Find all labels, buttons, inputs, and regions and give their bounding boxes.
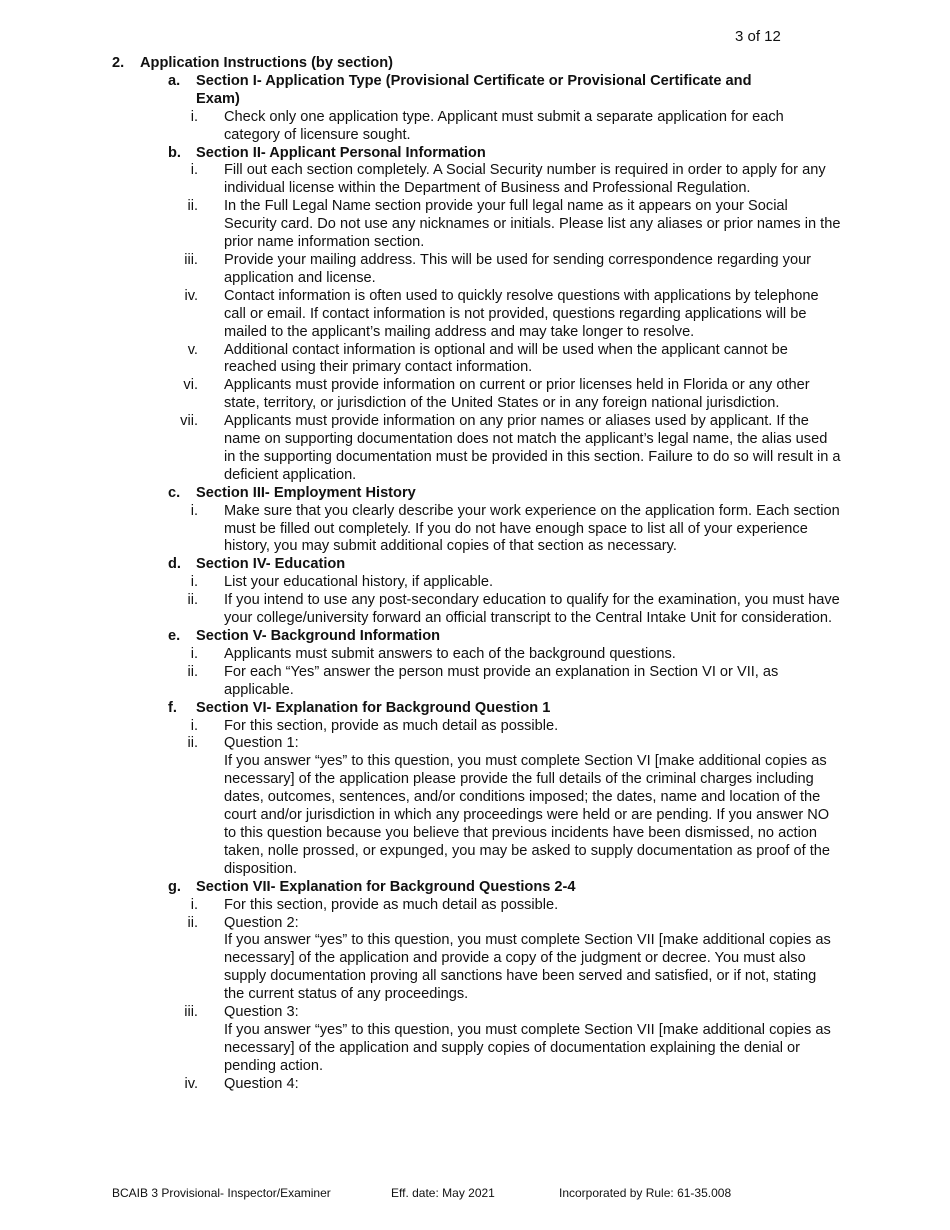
item-text: Applicants must submit answers to each of the background questions. (224, 645, 676, 662)
item-numeral: i. (190, 645, 198, 662)
subsection-heading (0, 485, 950, 503)
item-text: For this section, provide as much detail as possible. (224, 717, 559, 734)
subsection-letter: b. (168, 144, 181, 161)
list-item (0, 574, 950, 592)
subsection-title: Section III- Employment History (196, 484, 416, 501)
item-text: Question 2: (224, 914, 299, 931)
item-numeral: i. (190, 896, 198, 913)
item-detail: If you answer “yes” to this question, you must complete Section VI [make additional copies as necessary] of the application please provide the full details of the criminal charges including dates, outcomes, sentences, and/or conditions imposed; the dates, name and location of the court and/or jurisdiction in which any proceedings were held or are pending. If you answer NO to this question because you believe that previous incidents have been dismissed, no action taken, nolle prossed, or expunged, you may be asked to supply documentation as proof of the disposition. (224, 753, 831, 877)
subsection-heading (0, 700, 950, 718)
subsection-title: Section VII- Explanation for Background Questions 2-4 (196, 878, 576, 895)
subsection-letter: f. (168, 699, 177, 716)
list-item (0, 1076, 950, 1094)
item-numeral: ii. (187, 592, 198, 609)
item-numeral: iii. (184, 1004, 198, 1021)
item-numeral: ii. (187, 198, 198, 215)
list-item (0, 718, 950, 736)
subsection-letter: d. (168, 556, 181, 573)
subsection-letter: a. (168, 72, 181, 89)
heading-number: 2. (112, 55, 125, 71)
item-text: List your educational history, if applicable. (224, 574, 494, 591)
item-detail: If you answer “yes” to this question, you must complete Section VII [make additional copies as necessary] of the application and supply copies of documentation explaining the denial or pending action. (224, 1021, 831, 1074)
item-numeral: vii. (180, 413, 198, 430)
item-text: Question 1: (224, 735, 299, 752)
heading-title: Application Instructions (by section) (140, 55, 393, 71)
item-numeral: vi. (183, 377, 198, 394)
item-numeral: v. (187, 341, 198, 358)
list-item (0, 377, 950, 413)
item-text: Applicants must provide information on current or prior licenses held in Florida or any other state, territory, or jurisdiction of the United States or in any foreign national jurisdiction. (224, 377, 810, 412)
item-text: Fill out each section completely. A Social Security number is required in order to apply for any individual license within the Department of Business and Professional Regulation. (224, 162, 826, 197)
item-text: For each “Yes” answer the person must provide an explanation in Section VI or VII, as applicable. (224, 663, 779, 698)
subsection-heading (0, 145, 950, 163)
footer-eff-date: Eff. date: May 2021 (391, 1186, 495, 1200)
item-text: Additional contact information is optional and will be used when the applicant cannot be reached using their primary contact information. (224, 341, 788, 376)
subsection-letter: g. (168, 878, 181, 895)
subsection-heading (0, 879, 950, 897)
footer-rule: Incorporated by Rule: 61-35.008 (559, 1186, 732, 1200)
subsection-heading (0, 628, 950, 646)
list-item (0, 413, 950, 485)
list-item (0, 109, 950, 145)
list-item (0, 897, 950, 915)
subsection-title: Section IV- Education (196, 556, 346, 573)
subsection-title: Section II- Applicant Personal Information (196, 144, 486, 161)
item-text: In the Full Legal Name section provide your full legal name as it appears on your Social Security card. Do not use any nicknames or initials. Please list any aliases or prior names in the prior name information section. (224, 198, 841, 251)
item-detail: If you answer “yes” to this question, you must complete Section VII [make additional copies as necessary] of the application and provide a copy of the judgment or decree. You must also supply documentation proving all sanctions have been served and satisfied, or if not, stating the current status of any proceedings. (224, 932, 831, 1003)
subsection-heading (0, 556, 950, 574)
item-numeral: iv. (184, 1075, 198, 1092)
list-item (0, 342, 950, 378)
item-numeral: ii. (187, 735, 198, 752)
list-item (0, 664, 950, 700)
subsection-title: Section I- Application Type (Provisional Certificate or Provisional Certificate and Exam) (196, 72, 752, 107)
subsection-heading (0, 73, 950, 109)
item-text: Check only one application type. Applicant must submit a separate application for each category of licensure sought. (224, 108, 784, 143)
list-item (0, 162, 950, 198)
list-item (0, 915, 950, 933)
list-item (0, 735, 950, 753)
item-numeral: i. (190, 162, 198, 179)
item-numeral: iii. (184, 251, 198, 268)
page-number: 3 of 12 (735, 28, 781, 45)
list-item (0, 503, 950, 557)
item-numeral: i. (190, 502, 198, 519)
item-numeral: i. (190, 108, 198, 125)
list-item (0, 592, 950, 628)
item-text: Question 3: (224, 1004, 299, 1021)
item-text: Make sure that you clearly describe your work experience on the application form. Each section must be filled out completely. If you do not have enough space to list all of your experience history, you may submit additional copies of that section as necessary. (224, 502, 840, 555)
footer-form-name: BCAIB 3 Provisional- Inspector/Examiner (112, 1186, 331, 1200)
item-text: Applicants must provide information on any prior names or aliases used by applicant. If the name on supporting documentation does not match the applicant’s legal name, the alias used in the supporting documentation must be provided in this section. Failure to do so will result in a deficient application. (224, 413, 841, 483)
subsection-title: Section VI- Explanation for Background Question 1 (196, 699, 551, 716)
item-text: If you intend to use any post-secondary education to qualify for the examination, you must have your college/university forward an official transcript to the Central Intake Unit for consideration. (224, 592, 840, 627)
item-text: Provide your mailing address. This will be used for sending correspondence regarding your application and license. (224, 251, 812, 286)
item-numeral: ii. (187, 914, 198, 931)
subsection-title: Section V- Background Information (196, 628, 441, 644)
item-numeral: i. (190, 574, 198, 591)
list-item (0, 252, 950, 288)
subsection-letter: c. (168, 484, 181, 501)
list-item (0, 646, 950, 664)
list-item (0, 1004, 950, 1022)
item-numeral: ii. (187, 663, 198, 680)
section-heading (0, 55, 950, 73)
item-numeral: iv. (184, 287, 198, 304)
item-text: For this section, provide as much detail as possible. (224, 896, 559, 913)
item-numeral: i. (190, 717, 198, 734)
item-text: Contact information is often used to quickly resolve questions with applications by telephone call or email. If contact information is not provided, questions regarding applications will be mailed to the applicant’s mailing address and may take longer to resolve. (224, 287, 819, 340)
subsection-letter: e. (168, 628, 181, 644)
list-item (0, 288, 950, 342)
document-body (0, 55, 950, 1094)
item-text: Question 4: (224, 1075, 299, 1092)
list-item (0, 198, 950, 252)
